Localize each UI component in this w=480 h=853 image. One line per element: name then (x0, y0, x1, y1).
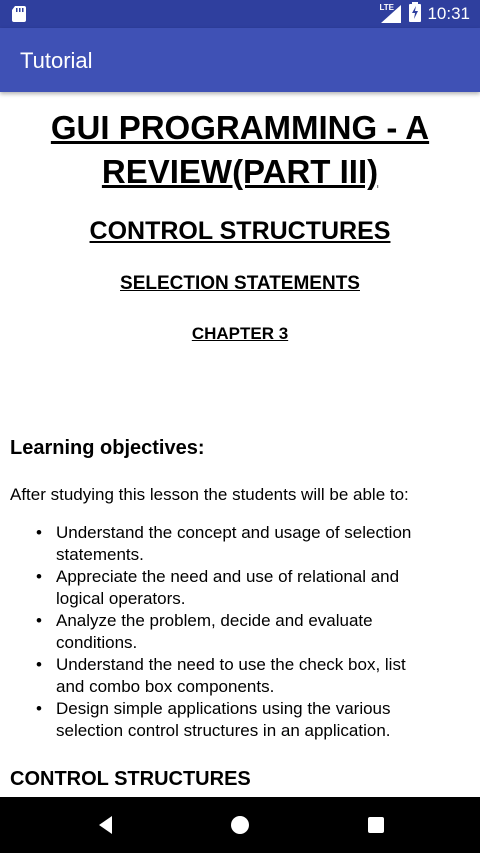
back-icon[interactable] (94, 813, 118, 837)
intro-text: After studying this lesson the students will be able to: (10, 485, 409, 504)
learning-objectives-title: Learning objectives: (10, 437, 205, 459)
clock: 10:31 (427, 4, 470, 23)
page-title-line-2: REVIEW(PART III) (101, 153, 379, 190)
home-icon[interactable] (228, 813, 252, 837)
list-item: • Appreciate the need and use of relational and logical operators. (36, 567, 400, 608)
app-title: Tutorial (20, 48, 93, 73)
recents-icon[interactable] (364, 813, 388, 837)
list-item: • Understand the concept and usage of selection statements. (36, 523, 412, 564)
bottom-heading: CONTROL STRUCTURES (10, 768, 251, 790)
page-title-line-1: GUI PROGRAMMING - A (50, 109, 430, 146)
app-bar (0, 28, 480, 92)
battery-charging-icon (409, 2, 421, 27)
sd-card-icon (12, 6, 26, 27)
objectives-list (0, 522, 470, 742)
subheading: CONTROL STRUCTURES (89, 217, 391, 245)
tutorial-content[interactable] (0, 92, 480, 797)
chapter-label: CHAPTER 3 (191, 324, 289, 343)
navigation-bar (0, 797, 480, 853)
section-heading: SELECTION STATEMENTS (120, 273, 360, 294)
list-item: • Design simple applications using the various selection control structures in an application. (36, 699, 391, 740)
status-bar (0, 0, 480, 28)
lte-signal-icon: LTE (379, 3, 403, 25)
list-item: • Analyze the problem, decide and evaluate conditions. (36, 611, 373, 652)
list-item: • Understand the need to use the check box, list and combo box components. (36, 655, 406, 696)
page-title (0, 106, 480, 194)
